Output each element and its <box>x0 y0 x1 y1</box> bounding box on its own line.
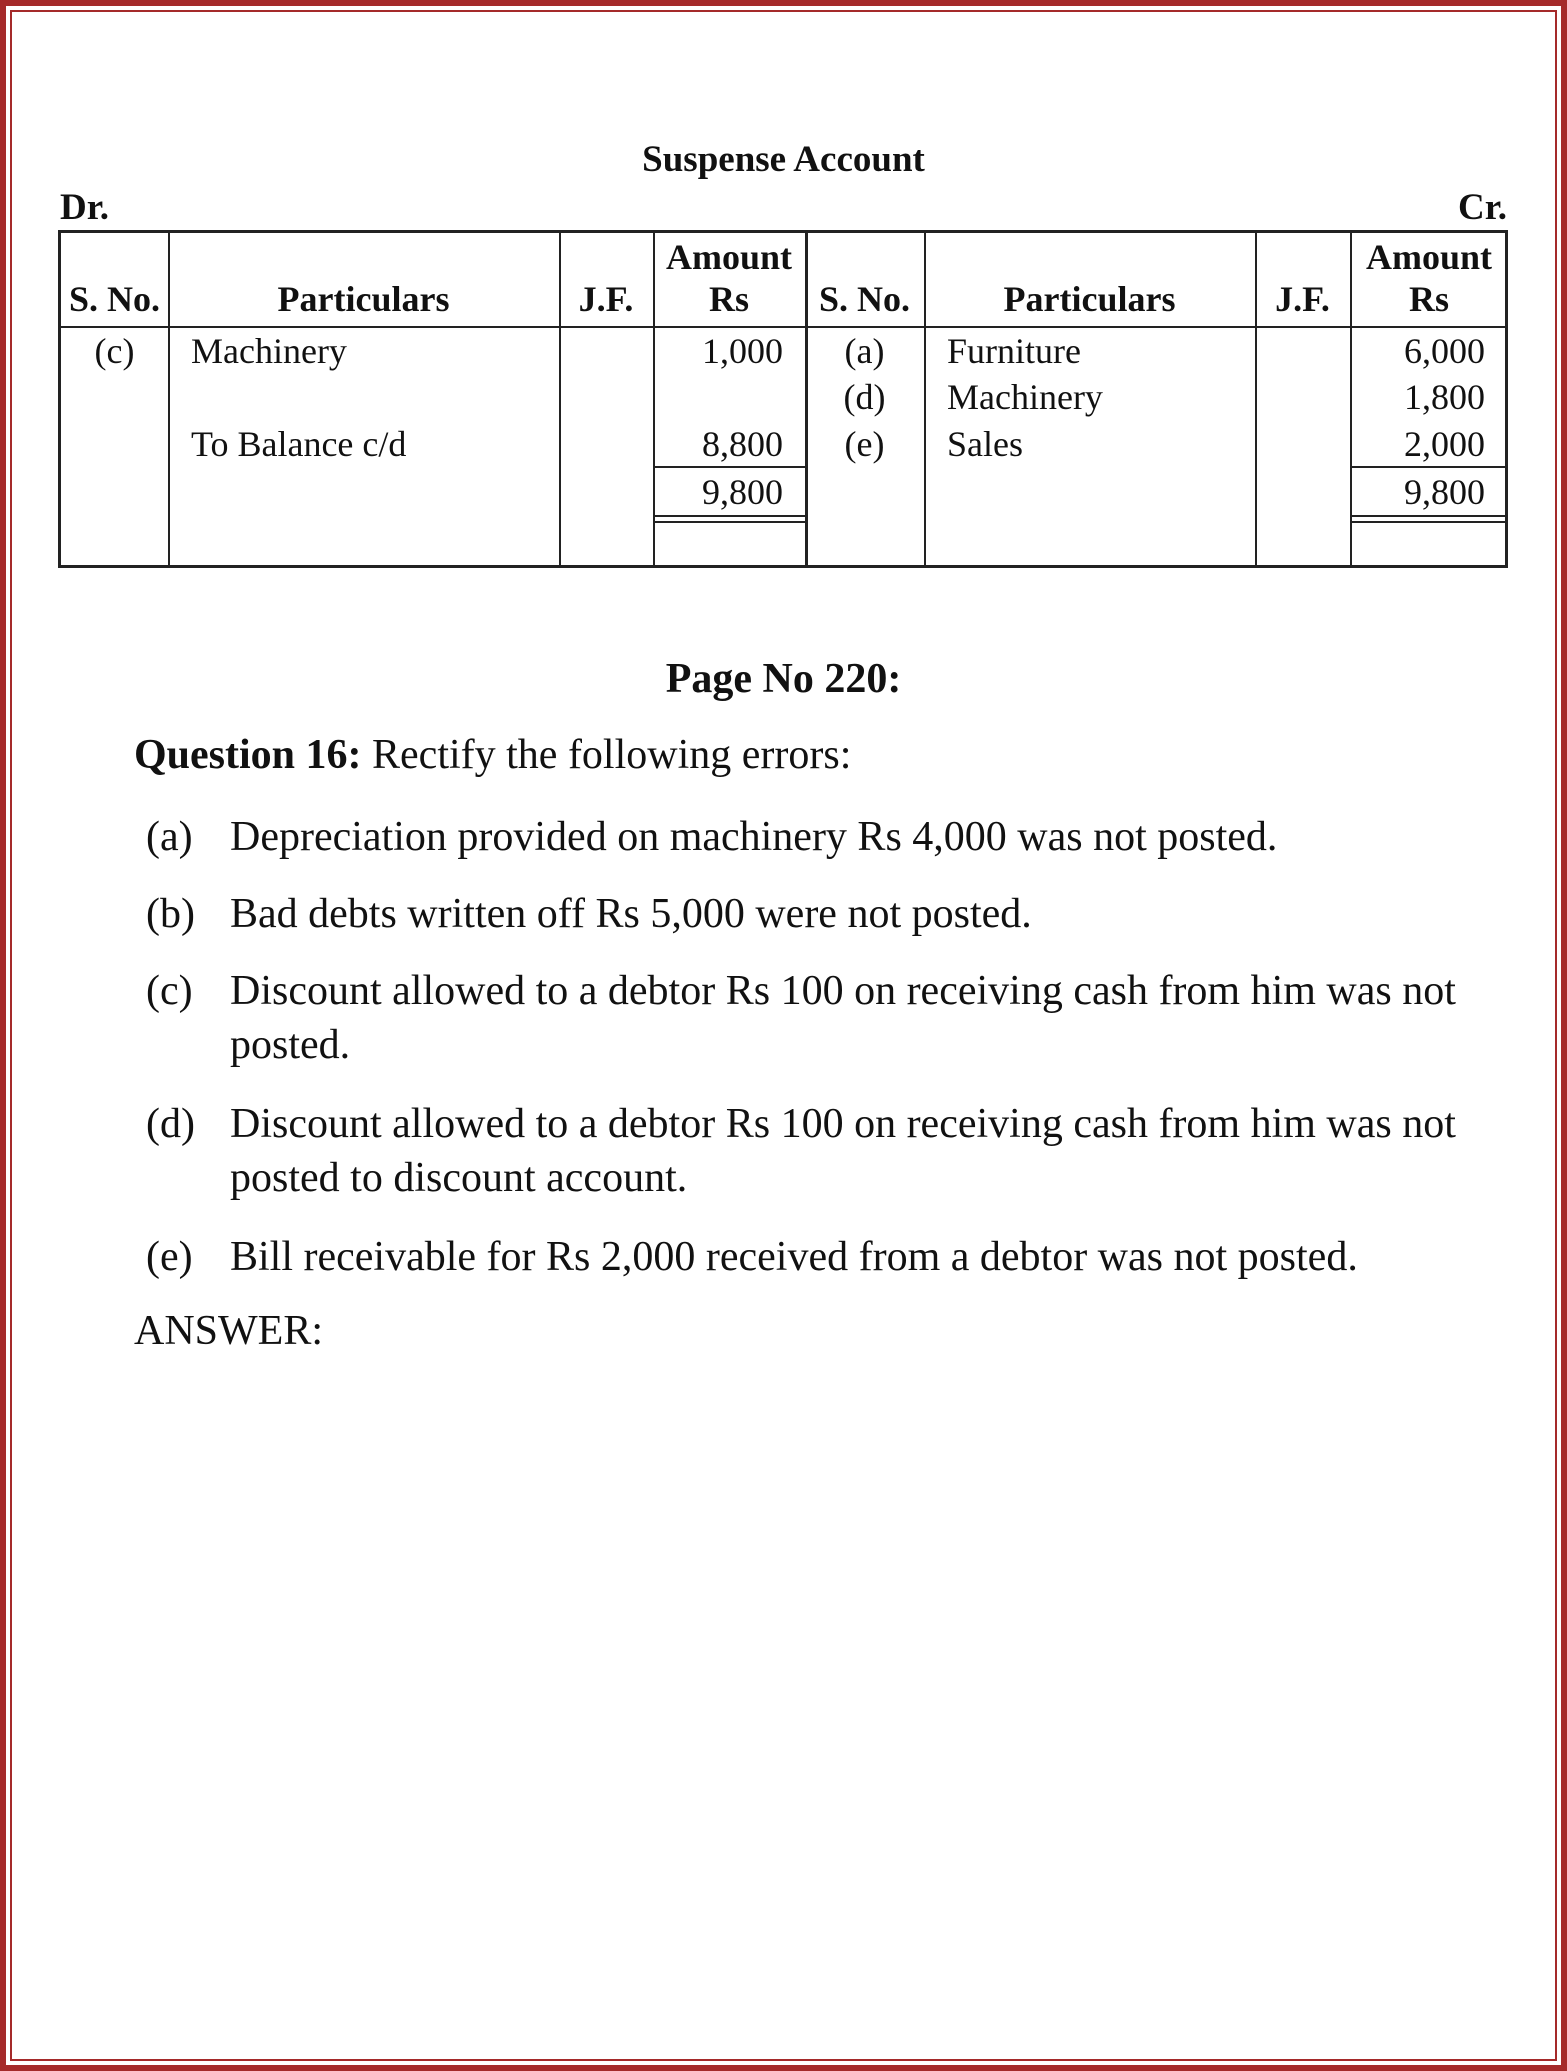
credit-particulars: Furniture <box>947 331 1081 371</box>
item-text: Bad debts written off Rs 5,000 were not posted. <box>230 891 1032 937</box>
page-number-heading: Page No 220: <box>665 656 902 702</box>
item-label: (a) <box>146 814 193 860</box>
question-label: Question 16: <box>134 732 362 778</box>
debit-total: 9,800 <box>702 472 783 512</box>
item-label: (c) <box>146 968 193 1014</box>
question-heading <box>134 731 851 779</box>
credit-label: Cr. <box>1458 187 1507 228</box>
header-amount: Amount <box>665 237 793 277</box>
credit-total-double-line <box>1350 515 1505 517</box>
debit-label: Dr. <box>60 187 109 228</box>
account-title: Suspense Account <box>642 139 925 180</box>
item-text: Bill receivable for Rs 2,000 received from a debtor was not posted. <box>230 1234 1358 1280</box>
debit-particulars: Machinery <box>191 331 347 371</box>
credit-sno: (a) <box>844 331 885 371</box>
header-amount: Amount <box>1365 237 1493 277</box>
credit-sno: (d) <box>843 377 886 417</box>
item-label: (b) <box>146 891 195 937</box>
credit-total: 9,800 <box>1404 472 1485 512</box>
credit-amount: 2,000 <box>1404 424 1485 464</box>
debit-amount: 8,800 <box>702 424 783 464</box>
header-sno: S. No. <box>818 279 911 319</box>
item-label: (e) <box>146 1234 193 1280</box>
suspense-account-table <box>58 230 1508 568</box>
credit-amount: 1,800 <box>1404 377 1485 417</box>
item-text: Discount allowed to a debtor Rs 100 on receiving cash from him was not posted to discount account. <box>230 1101 1456 1201</box>
credit-sno: (e) <box>844 424 885 464</box>
debit-particulars: To Balance c/d <box>191 424 407 464</box>
header-jf: J.F. <box>578 279 634 319</box>
debit-sno: (c) <box>94 331 135 371</box>
item-text: Discount allowed to a debtor Rs 100 on receiving cash from him was not posted. <box>230 968 1456 1068</box>
debit-amount: 1,000 <box>702 331 783 371</box>
credit-amount: 6,000 <box>1404 331 1485 371</box>
question-text: Rectify the following errors: <box>361 732 852 778</box>
answer-label: ANSWER: <box>134 1308 323 1354</box>
header-particulars: Particulars <box>1003 279 1176 319</box>
credit-particulars: Machinery <box>947 377 1103 417</box>
credit-particulars: Sales <box>947 424 1023 464</box>
debit-total-double-line <box>653 515 805 517</box>
item-text: Depreciation provided on machinery Rs 4,000 was not posted. <box>230 814 1278 860</box>
item-label: (d) <box>146 1101 195 1147</box>
header-currency: Rs <box>708 279 749 319</box>
header-particulars: Particulars <box>277 279 450 319</box>
header-sno: S. No. <box>68 279 161 319</box>
debit-total-double-line <box>653 521 805 523</box>
header-jf: J.F. <box>1275 279 1330 319</box>
header-currency: Rs <box>1408 279 1449 319</box>
credit-total-double-line <box>1350 521 1505 523</box>
